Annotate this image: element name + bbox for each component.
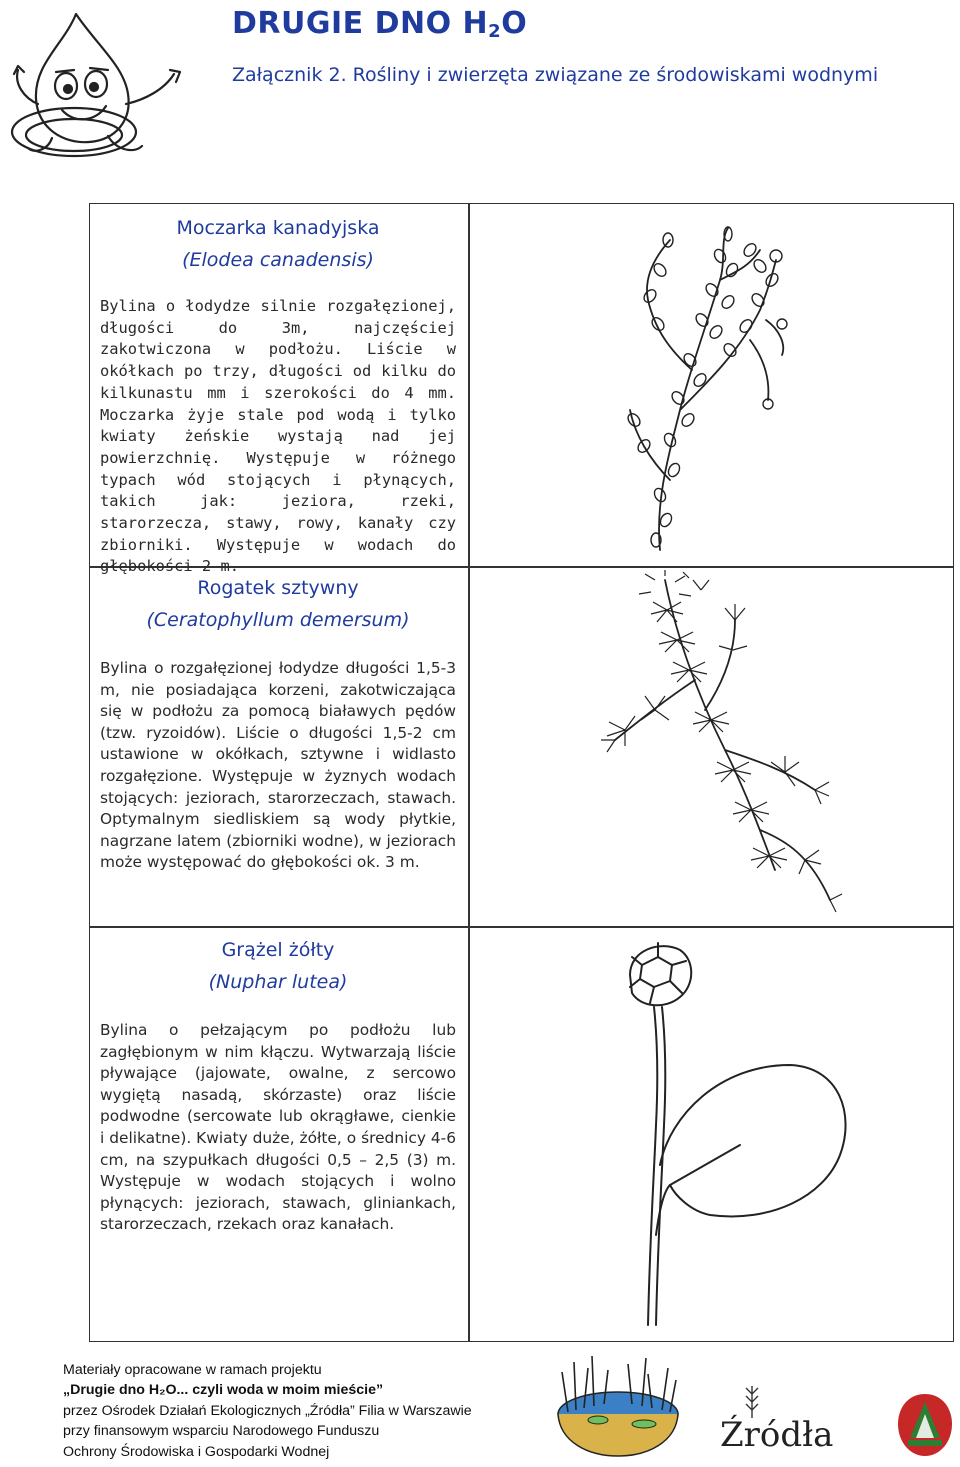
footer-line: Ochrony Środowiska i Gospodarki Wodnej <box>63 1443 330 1460</box>
document-subtitle: Załącznik 2. Rośliny i zwierzęta związane ze środowiskami wodnymi <box>232 64 879 86</box>
organization-emblem-icon <box>896 1392 954 1458</box>
species-description: Bylina o rozgałęzionej łodydze długości 1,5-3 m, nie posiadająca korzeni, zakotwiczająca się w podłożu za pomocą białawych pędów (tzw. ryzoidów). Liście o długości 1,5-2 cm ustawione w okółkach, sztywne i widlasto rozgałęzione. Występuje w żyznych wodach stojących: jeziorach, starorzeczach, stawach. Optymalnym siedliskiem są wody płytkie, nagrzane latem (zbiorniki wodne), w jeziorach może występować do głębokości ok. 3 m. <box>100 659 456 872</box>
water-drop-mascot-illustration <box>4 4 204 174</box>
species-description: Bylina o pełzającym po podłożu lub zagłębionym w nim kłączu. Wytwarzają liście pływające (jajowate, owalne, z sercowo wygiętą nasadą, skórzaste) oraz liście podwodne (sercowate lub okrągławe, cienkie i delikatne). Kwiaty duże, żółte, o średnicy 4-6 cm, na szypułkach długości 0,5 – 2,5 (3) m. Występuje w wodach stojących i wolno płynących: jeziorach, stawach, gliniankach, starorzeczach, rzekach oraz kanałach. <box>100 1021 456 1234</box>
project-logo-pond-icon <box>548 1352 688 1462</box>
elodea-plant-illustration <box>600 220 840 560</box>
species-cell-nuphar <box>92 934 464 1236</box>
species-name: Grążel żółty <box>221 939 335 961</box>
footer-project-name: „Drugie dno H₂O... czyli woda w moim mieście” <box>63 1382 384 1399</box>
species-latin-name: (Ceratophyllum demersum) <box>146 609 410 631</box>
species-description: Bylina o łodydze silnie rozgałęzionej, długości do 3m, najczęściej zakotwiczona w podłożu. Liście w okółkach po trzy, długości od kilku do kilkunastu mm i szerokości do 4 mm. Moczarka żyje stale pod wodą i tylko kwiaty żeńskie wystają nad jej powierzchnię. Występuje w różnego typach wód stojących i płynących, takich jak: jeziora, rzeki, starorzecza, stawy, rowy, kanały czy zbiorniki. Występuje w wodach do głębokości 2 m. <box>100 297 456 576</box>
page-footer <box>63 1360 472 1462</box>
table-row-divider <box>89 926 954 928</box>
footer-line: przez Ośrodek Działań Ekologicznych „Źródła” Filia w Warszawie <box>63 1402 472 1419</box>
table-column-divider <box>468 203 470 1342</box>
document-title: DRUGIE DNO $H_2O$ <box>232 6 528 42</box>
species-latin-name: (Nuphar lutea) <box>208 971 348 993</box>
footer-line: przy finansowym wsparciu Narodowego Funduszu <box>63 1423 380 1440</box>
species-name: Moczarka kanadyjska <box>176 217 380 239</box>
species-name: Rogatek sztywny <box>197 577 359 599</box>
zrodla-logo <box>712 1380 872 1452</box>
species-cell-ceratophyllum <box>92 572 464 874</box>
species-latin-name: (Elodea canadensis) <box>182 249 374 271</box>
footer-line: Materiały opracowane w ramach projektu <box>63 1362 322 1378</box>
zrodla-logo-text: Źródła <box>720 1415 834 1452</box>
ceratophyllum-plant-illustration <box>585 570 845 920</box>
page-header <box>0 0 960 180</box>
species-cell-elodea <box>92 212 464 578</box>
nuphar-plant-illustration <box>600 935 860 1335</box>
